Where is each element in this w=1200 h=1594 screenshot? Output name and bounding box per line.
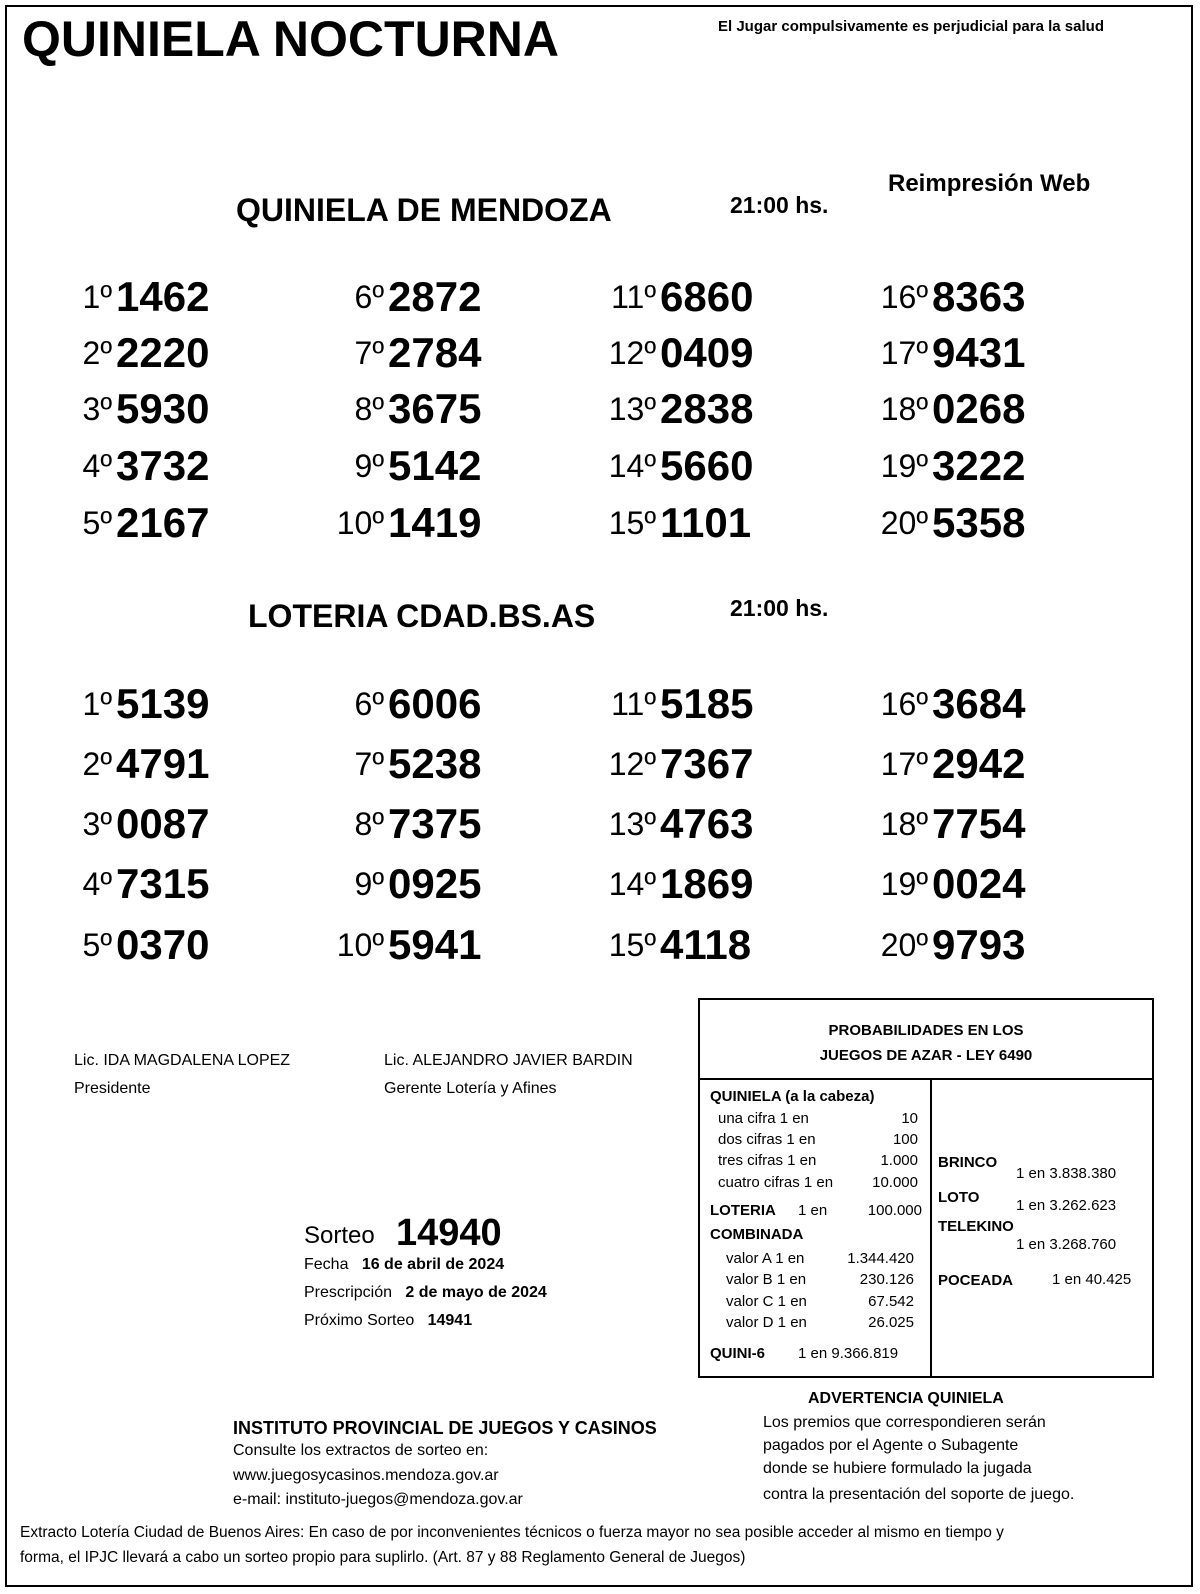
- result-position: 5º: [82, 505, 112, 541]
- result-number: 7367: [660, 740, 754, 787]
- telekino-odds-value: 1 en 3.268.760: [1016, 1236, 1117, 1253]
- loteria-section-title: LOTERIA CDAD.BS.AS: [248, 598, 596, 634]
- result-number: 1419: [388, 499, 482, 546]
- result-position: 3º: [82, 806, 112, 842]
- result-number: 4763: [660, 800, 754, 847]
- odds-label: valor C 1 en: [726, 1293, 807, 1310]
- institute-consult-text: Consulte los extractos de sorteo en:: [233, 1442, 489, 1459]
- odds-label: tres cifras 1 en: [718, 1152, 817, 1169]
- brinco-odds-label: BRINCO: [938, 1154, 998, 1171]
- odds-label: valor A 1 en: [726, 1250, 805, 1267]
- quini6-odds-value: 1 en 9.366.819: [798, 1345, 899, 1362]
- result-position: 14º: [608, 448, 656, 484]
- result-number: 3222: [932, 442, 1026, 489]
- result-number: 2872: [388, 273, 482, 320]
- result-number: 5660: [660, 442, 754, 489]
- result-number: 0409: [660, 329, 754, 376]
- result-number: 2784: [388, 329, 482, 376]
- result-position: 9º: [354, 866, 384, 902]
- result-number: 5139: [116, 680, 210, 727]
- result-position: 20º: [880, 927, 928, 963]
- result-position: 19º: [880, 866, 928, 902]
- result-position: 11º: [611, 279, 656, 315]
- probabilities-title-line2: JUEGOS DE AZAR - LEY 6490: [819, 1047, 1033, 1064]
- result-number: 0268: [932, 385, 1026, 432]
- sorteo-number: 14940: [396, 1212, 502, 1254]
- sorteo-label: Sorteo: [304, 1222, 375, 1249]
- result-number: 7315: [116, 860, 210, 907]
- result-position: 9º: [354, 448, 384, 484]
- loto-odds-label: LOTO: [938, 1189, 980, 1206]
- result-position: 6º: [354, 279, 384, 315]
- result-position: 11º: [611, 686, 656, 722]
- institute-website-link[interactable]: www.juegosycasinos.mendoza.gov.ar: [233, 1467, 499, 1484]
- result-position: 2º: [82, 335, 112, 371]
- result-number: 1462: [116, 273, 210, 320]
- odds-value: 26.025: [868, 1314, 914, 1331]
- result-number: 2220: [116, 329, 210, 376]
- result-number: 2838: [660, 385, 754, 432]
- result-position: 8º: [354, 391, 384, 427]
- result-number: 6006: [388, 680, 482, 727]
- result-position: 1º: [82, 279, 112, 315]
- result-number: 5185: [660, 680, 754, 727]
- footer-note-line1: Extracto Lotería Ciudad de Buenos Aires: En caso de por inconvenientes técnicos o fuerza mayor no sea posible acceder al mismo en tiempo y: [20, 1524, 1004, 1541]
- result-position: 4º: [82, 448, 112, 484]
- result-position: 14º: [608, 866, 656, 902]
- odds-value: 1.344.420: [847, 1250, 914, 1267]
- brinco-odds-value: 1 en 3.838.380: [1016, 1165, 1117, 1182]
- result-position: 13º: [608, 391, 656, 427]
- proximo-sorteo-value: 14941: [427, 1312, 473, 1329]
- result-position: 18º: [880, 806, 928, 842]
- odds-value: 10.000: [872, 1174, 918, 1191]
- telekino-odds-label: TELEKINO: [938, 1218, 1014, 1235]
- result-number: 5941: [388, 921, 482, 968]
- result-position: 12º: [608, 746, 656, 782]
- result-position: 3º: [82, 391, 112, 427]
- result-number: 7375: [388, 800, 482, 847]
- result-number: 3732: [116, 442, 210, 489]
- result-number: 7754: [932, 800, 1026, 847]
- result-position: 5º: [82, 927, 112, 963]
- odds-value: 1.000: [880, 1152, 918, 1169]
- loteria-odds-value: 100.000: [867, 1202, 922, 1219]
- loteria-odds-en: 1 en: [798, 1202, 828, 1219]
- probabilities-header: [700, 1000, 1152, 1080]
- odds-value: 10: [901, 1110, 918, 1127]
- result-number: 0087: [116, 800, 210, 847]
- loto-odds-value: 1 en 3.262.623: [1016, 1197, 1117, 1214]
- result-position: 20º: [880, 505, 928, 541]
- odds-label: cuatro cifras 1 en: [718, 1174, 834, 1191]
- result-position: 7º: [354, 746, 384, 782]
- result-number: 2942: [932, 740, 1026, 787]
- odds-label: dos cifras 1 en: [718, 1131, 816, 1148]
- result-position: 8º: [354, 806, 384, 842]
- result-number: 3684: [932, 680, 1026, 727]
- odds-value: 100: [892, 1131, 918, 1148]
- poceada-odds-label: POCEADA: [938, 1272, 1014, 1289]
- result-position: 15º: [608, 505, 656, 541]
- result-position: 4º: [82, 866, 112, 902]
- probabilities-box: [698, 998, 1154, 1378]
- institute-email-link[interactable]: e-mail: instituto-juegos@mendoza.gov.ar: [233, 1491, 523, 1508]
- health-warning: El Jugar compulsivamente es perjudicial para la salud: [718, 18, 1104, 35]
- advertencia-title: ADVERTENCIA QUINIELA: [808, 1390, 1004, 1407]
- result-number: 5238: [388, 740, 482, 787]
- advertencia-line: Los premios que correspondieren serán: [763, 1414, 1046, 1431]
- mendoza-section-title: QUINIELA DE MENDOZA: [236, 192, 612, 228]
- odds-label: una cifra 1 en: [718, 1110, 809, 1127]
- result-number: 0925: [388, 860, 482, 907]
- mendoza-draw-time: 21:00 hs.: [730, 192, 829, 218]
- result-position: 10º: [336, 505, 384, 541]
- prescripcion-row: [304, 1284, 547, 1302]
- result-number: 4791: [116, 740, 210, 787]
- signature-role-manager: Gerente Lotería y Afines: [384, 1080, 557, 1097]
- result-number: 2167: [116, 499, 210, 546]
- result-number: 8363: [932, 273, 1026, 320]
- reprint-label: Reimpresión Web: [888, 170, 1091, 197]
- result-number: 1869: [660, 860, 754, 907]
- result-position: 2º: [82, 746, 112, 782]
- result-position: 17º: [880, 746, 928, 782]
- result-position: 7º: [354, 335, 384, 371]
- result-position: 16º: [880, 686, 928, 722]
- result-number: 5930: [116, 385, 210, 432]
- probabilities-title-line1: PROBABILIDADES EN LOS: [828, 1022, 1024, 1039]
- result-position: 18º: [880, 391, 928, 427]
- advertencia-line: donde se hubiere formulado la jugada: [763, 1460, 1032, 1477]
- result-position: 6º: [354, 686, 384, 722]
- odds-value: 230.126: [859, 1271, 914, 1288]
- loteria-odds-label: LOTERIA: [710, 1202, 776, 1219]
- result-position: 1º: [82, 686, 112, 722]
- quini6-odds-label: QUINI-6: [710, 1345, 766, 1362]
- odds-value: 67.542: [868, 1293, 914, 1310]
- result-position: 15º: [608, 927, 656, 963]
- odds-label: valor D 1 en: [726, 1314, 807, 1331]
- fecha-label: Fecha: [304, 1256, 349, 1273]
- result-number: 3675: [388, 385, 482, 432]
- result-position: 10º: [336, 927, 384, 963]
- result-number: 4118: [660, 921, 752, 968]
- result-position: 13º: [608, 806, 656, 842]
- probabilities-divider: [930, 1080, 932, 1376]
- institute-name: INSTITUTO PROVINCIAL DE JUEGOS Y CASINOS: [233, 1418, 657, 1438]
- signature-name-president: Lic. IDA MAGDALENA LOPEZ: [74, 1052, 291, 1069]
- odds-label: valor B 1 en: [726, 1271, 807, 1288]
- result-number: 5358: [932, 499, 1026, 546]
- result-number: 0370: [116, 921, 210, 968]
- result-position: 19º: [880, 448, 928, 484]
- result-number: 9793: [932, 921, 1026, 968]
- signature-name-manager: Lic. ALEJANDRO JAVIER BARDIN: [384, 1052, 633, 1069]
- proximo-sorteo-label: Próximo Sorteo: [304, 1312, 415, 1329]
- prescripcion-value: 2 de mayo de 2024: [405, 1284, 547, 1301]
- result-position: 17º: [880, 335, 928, 371]
- result-number: 6860: [660, 273, 754, 320]
- result-number: 0024: [932, 860, 1026, 907]
- result-number: 5142: [388, 442, 482, 489]
- combinada-odds-title: COMBINADA: [710, 1226, 804, 1243]
- prescripcion-label: Prescripción: [304, 1284, 393, 1301]
- result-position: 16º: [880, 279, 928, 315]
- quiniela-odds-title: QUINIELA (a la cabeza): [710, 1088, 875, 1105]
- result-position: 12º: [608, 335, 656, 371]
- loteria-draw-time: 21:00 hs.: [730, 595, 829, 621]
- result-number: 9431: [932, 329, 1026, 376]
- advertencia-line: contra la presentación del soporte de juego.: [763, 1486, 1075, 1503]
- fecha-row: [304, 1256, 504, 1274]
- fecha-value: 16 de abril de 2024: [361, 1256, 505, 1273]
- advertencia-line: pagados por el Agente o Subagente: [763, 1437, 1019, 1454]
- result-number: 1101: [660, 499, 752, 546]
- signature-role-president: Presidente: [74, 1080, 151, 1097]
- footer-note-line2: forma, el IPJC llevará a cabo un sorteo propio para suplirlo. (Art. 87 y 88 Reglamento General de Juegos): [20, 1549, 746, 1566]
- poceada-odds-value: 1 en 40.425: [1052, 1271, 1132, 1288]
- page-title: QUINIELA NOCTURNA: [22, 11, 560, 67]
- proximo-sorteo-row: [304, 1312, 472, 1330]
